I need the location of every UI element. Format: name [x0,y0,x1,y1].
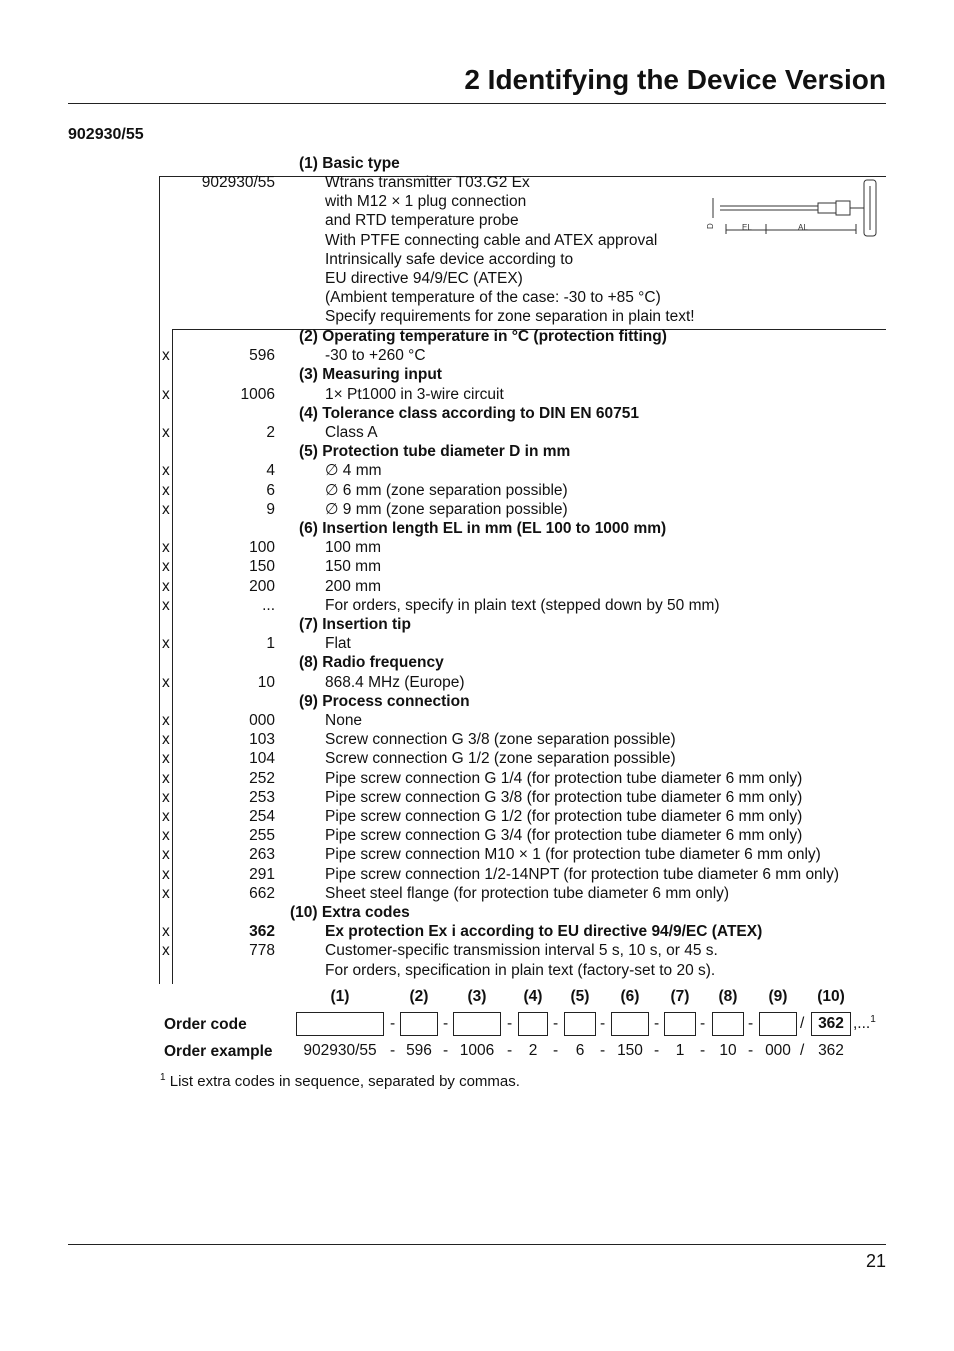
order-column-number: (6) [620,988,640,1005]
order-column-number: (3) [467,988,487,1005]
option-text: Ex protection Ex i according to EU directive 94/9/EC (ATEX) [325,923,763,941]
option-code: 2 [266,424,275,441]
option-text: Customer-specific transmission interval 5 s, 10 s, or 45 s. [325,942,718,960]
option-mark: x [162,769,170,787]
order-code-separator: - [443,1015,449,1032]
option-mark: x [162,500,170,518]
model-heading: 902930/55 [68,126,144,143]
order-code-separator: - [553,1015,559,1032]
basic-type-code: 902930/55 [201,174,275,191]
option-text: Pipe screw connection G 1/2 (for protection tube diameter 6 mm only) [325,808,803,825]
option-text: Pipe screw connection M10 × 1 (for protection tube diameter 6 mm only) [325,846,821,864]
option-mark: x [162,635,170,653]
option-text: 150 mm [325,558,381,576]
order-code-box[interactable] [400,1012,438,1036]
probe-diagram [706,176,888,240]
option-text: For orders, specification in plain text (factory-set to 20 s). [325,961,716,979]
order-example-value: 1 [675,1042,685,1059]
order-column-number: (10) [817,988,845,1005]
order-example-label: Order example [164,1043,273,1060]
order-trailing: ,...$^1$ [853,1014,876,1033]
option-code: 778 [249,942,275,960]
option-mark: x [162,712,170,729]
order-example-separator: - [600,1042,606,1059]
option-text: Sheet steel flange (for protection tube diameter 6 mm only) [325,884,730,902]
option-text: 200 mm [325,577,381,595]
option-mark: x [162,539,170,557]
option-text: Pipe screw connection G 1/4 (for protection tube diameter 6 mm only) [325,769,803,787]
section-title: (6) Insertion length EL in mm (EL 100 to 1000 mm) [299,520,667,537]
option-mark: x [162,788,170,806]
option-code: 100 [249,539,275,557]
option-mark: x [162,673,170,691]
option-mark: x [162,750,170,768]
option-code: 10 [257,673,275,691]
option-code: 4 [266,462,275,480]
option-code: 1006 [240,385,275,403]
order-example-value: 10 [719,1042,737,1059]
page-number: 21 [865,1251,886,1271]
order-example-value: 362 [818,1042,844,1059]
option-code: 263 [249,846,275,864]
order-code-box[interactable] [518,1012,548,1036]
order-code-box[interactable] [759,1012,797,1036]
section-title: (9) Process connection [299,692,470,710]
order-code-box[interactable] [564,1012,596,1036]
option-code: 362 [249,923,275,941]
order-code-box[interactable] [453,1012,501,1036]
option-code: 103 [249,731,275,749]
option-text: ∅ 4 mm [325,462,382,480]
order-code-label: Order code [164,1016,247,1033]
option-mark: x [162,884,170,902]
diagram-label-d: D [706,223,715,229]
option-text: -30 to +260 °C [325,347,426,365]
order-column-number: (1) [330,988,350,1005]
order-example-value: 596 [406,1042,432,1059]
option-code: 253 [249,788,275,806]
order-code-separator: / [800,1015,805,1032]
option-mark: x [162,462,170,480]
order-example-value: 000 [765,1042,791,1059]
option-text: ∅ 6 mm (zone separation possible) [325,481,568,499]
option-code: 6 [266,481,275,499]
footnote-marker: 1 [160,1072,166,1083]
order-example-separator: - [507,1042,513,1059]
order-code-box: 362 [811,1012,851,1036]
section-title: (8) Radio frequency [299,654,444,672]
option-code: 596 [249,347,275,365]
order-example-separator: - [748,1042,754,1059]
option-code: 662 [249,884,275,902]
option-text: 1× Pt1000 in 3-wire circuit [325,385,504,403]
order-example-separator: / [800,1042,805,1059]
option-mark: x [162,596,170,614]
order-example-separator: - [654,1042,660,1059]
footer-rule [68,1244,886,1245]
order-column-number: (7) [670,988,690,1005]
diagram-label-el: EL [742,223,752,232]
diagram-label-al: AL [798,223,808,232]
option-code: 1 [266,635,275,653]
option-mark: x [162,827,170,845]
order-example-separator: - [700,1042,706,1059]
order-column-number: (5) [570,988,590,1005]
option-mark: x [162,424,170,441]
option-code: 252 [249,769,275,787]
option-mark: x [162,558,170,576]
chapter-title: 2 Identifying the Device Version [464,64,886,95]
section-title: (7) Insertion tip [299,616,411,633]
section-title: (10) Extra codes [290,904,410,921]
section-title: (5) Protection tube diameter D in mm [299,443,571,461]
option-mark: x [162,577,170,595]
order-example-value: 1006 [459,1042,495,1059]
order-example-value: 2 [528,1042,538,1059]
option-text: Class A [325,424,378,441]
option-text: Screw connection G 3/8 (zone separation possible) [325,731,676,749]
order-example-separator: - [553,1042,559,1059]
order-code-separator: - [748,1015,754,1032]
header-rule [68,103,886,104]
section-title: (4) Tolerance class according to DIN EN 60751 [299,404,639,422]
option-mark: x [162,385,170,403]
order-code-separator: - [390,1015,396,1032]
order-example-separator: - [443,1042,449,1059]
option-text: 868.4 MHz (Europe) [325,673,465,691]
option-text: Pipe screw connection 1/2-14NPT (for protection tube diameter 6 mm only) [325,865,840,883]
option-mark: x [162,923,170,941]
option-mark: x [162,846,170,864]
option-mark: x [162,865,170,883]
footnote-text: List extra codes in sequence, separated by commas. [169,1073,520,1090]
option-mark: x [162,481,170,499]
order-example-value: 902930/55 [303,1042,377,1059]
order-code-separator: - [507,1015,513,1032]
order-example-value: 6 [575,1042,585,1059]
option-code: 255 [249,827,275,845]
option-text: Pipe screw connection G 3/4 (for protection tube diameter 6 mm only) [325,827,803,845]
option-text: Pipe screw connection G 3/8 (for protection tube diameter 6 mm only) [325,788,803,806]
option-code: 150 [249,558,275,576]
option-code: ... [262,596,275,614]
order-code-box[interactable] [712,1012,744,1036]
option-mark: x [162,347,170,365]
order-code-separator: - [700,1015,706,1032]
option-code: 000 [249,712,275,729]
option-text: Screw connection G 1/2 (zone separation possible) [325,750,676,768]
option-text: Flat [325,635,351,653]
option-code: 254 [249,808,275,825]
option-mark: x [162,808,170,825]
option-text: None [325,712,363,729]
section-title: (2) Operating temperature in °C (protection fitting) [299,328,667,345]
order-code-box[interactable] [611,1012,649,1036]
option-mark: x [162,731,170,749]
option-code: 104 [249,750,275,768]
option-code: 291 [249,865,275,883]
section-title: (3) Measuring input [299,366,442,384]
option-text: ∅ 9 mm (zone separation possible) [325,500,568,518]
order-column-number: (9) [768,988,788,1005]
order-code-box[interactable] [296,1012,384,1036]
order-column-number: (4) [523,988,543,1005]
order-code-box[interactable] [664,1012,696,1036]
order-column-number: (8) [718,988,738,1005]
option-code: 9 [266,500,275,518]
order-code-separator: - [654,1015,660,1032]
option-text: 100 mm [325,539,381,557]
option-text: For orders, specify in plain text (stepped down by 50 mm) [325,596,720,614]
footnote [160,1072,520,1090]
option-mark: x [162,942,170,960]
order-example-separator: - [390,1042,396,1059]
order-column-number: (2) [409,988,429,1005]
order-example-value: 150 [617,1042,643,1059]
order-code-separator: - [600,1015,606,1032]
option-code: 200 [249,577,275,595]
